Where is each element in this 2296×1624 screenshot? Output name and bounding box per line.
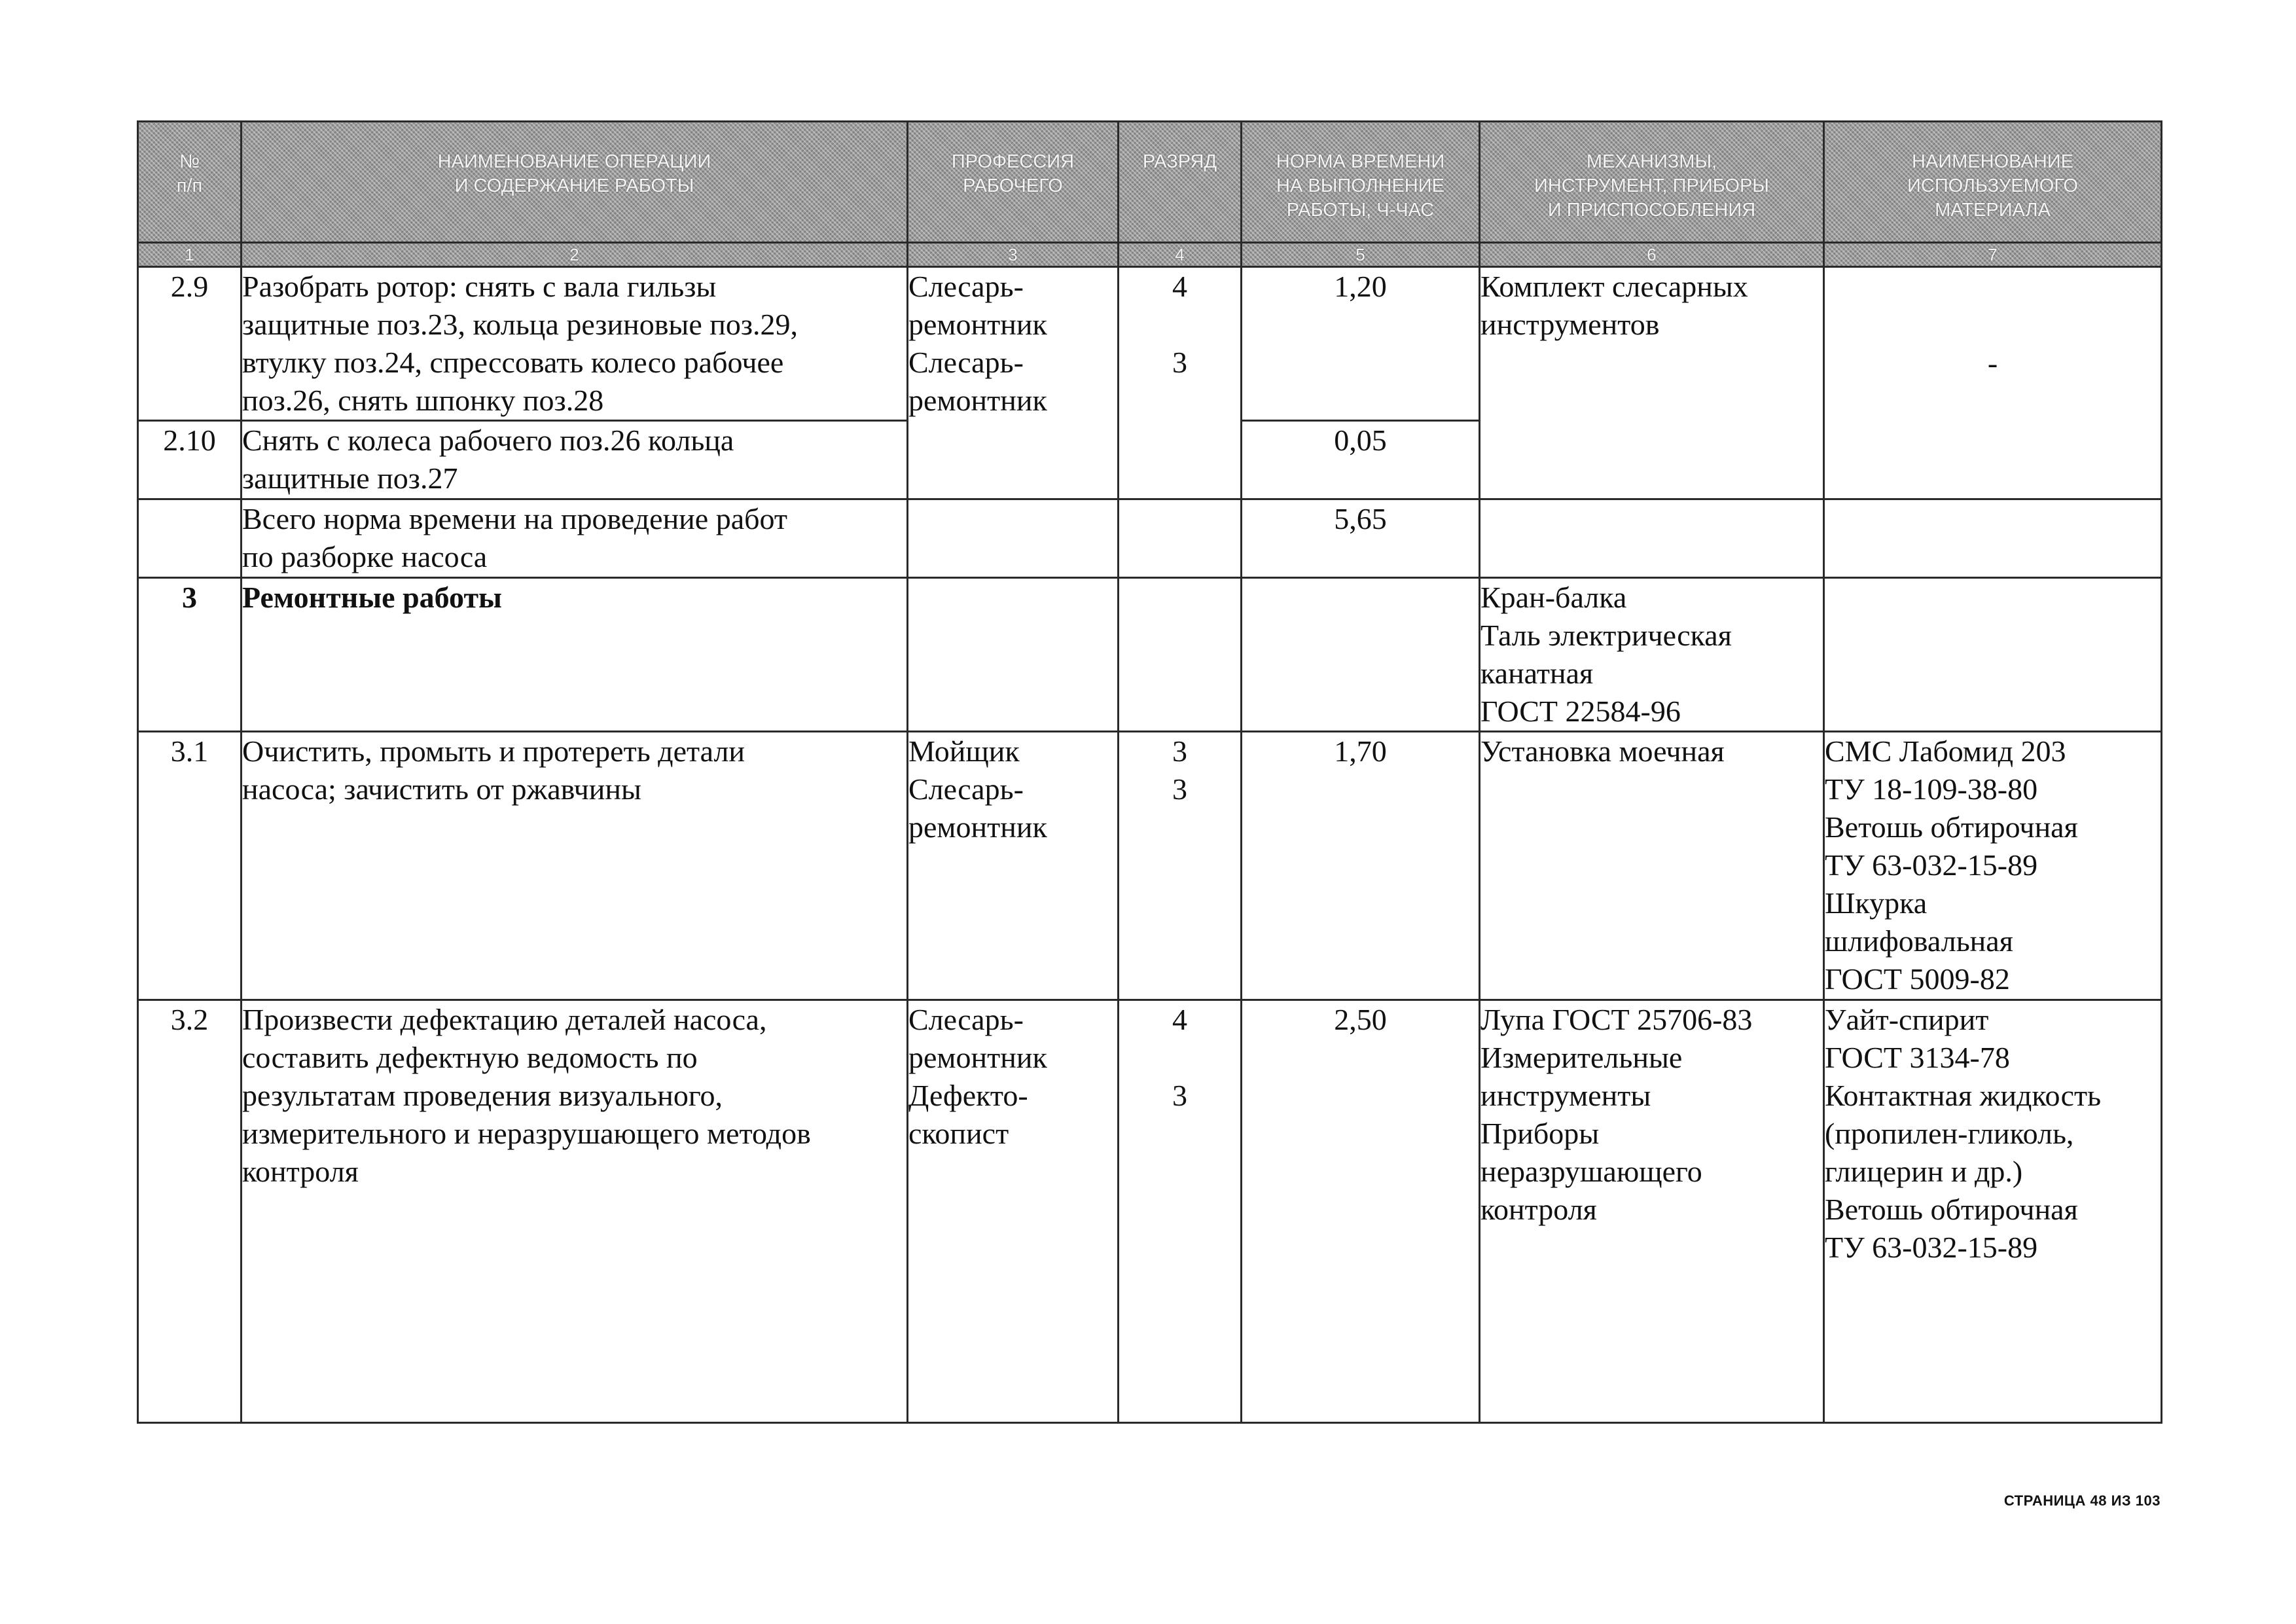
header-time-norm: НОРМА ВРЕМЕНИ НА ВЫПОЛНЕНИЕ РАБОТЫ, Ч-ЧАС [1242, 122, 1480, 243]
material: - [1824, 267, 2162, 499]
grade: 3 3 [1119, 732, 1242, 1000]
header-operation: НАИМЕНОВАНИЕ ОПЕРАЦИИ И СОДЕРЖАНИЕ РАБОТЫ [242, 122, 908, 243]
operation-text: Всего норма времени на проведение работ по разборке насоса [242, 499, 908, 578]
operation-text: Ремонтные работы [242, 578, 908, 732]
column-number: 1 [138, 243, 242, 267]
grade [1119, 499, 1242, 578]
header-material: НАИМЕНОВАНИЕ ИСПОЛЬЗУЕМОГО МАТЕРИАЛА [1824, 122, 2162, 243]
table-row [138, 732, 2162, 1000]
material [1824, 499, 2162, 578]
grade [1119, 578, 1242, 732]
column-number: 5 [1242, 243, 1480, 267]
column-number: 7 [1824, 243, 2162, 267]
material: Уайт-спирит ГОСТ 3134-78 Контактная жидкость (пропилен-гликоль, глицерин и др.) Ветошь обтирочная ТУ 63-032-15-89 [1824, 1000, 2162, 1423]
row-number: 2.9 [138, 267, 242, 421]
tools: Комплект слесарных инструментов [1480, 267, 1824, 499]
header-tools: МЕХАНИЗМЫ, ИНСТРУМЕНТ, ПРИБОРЫ И ПРИСПОСОБЛЕНИЯ [1480, 122, 1824, 243]
row-number [138, 499, 242, 578]
grade: 4 3 [1119, 267, 1242, 499]
row-number: 3 [138, 578, 242, 732]
row-number: 3.2 [138, 1000, 242, 1423]
time-norm: 0,05 [1242, 421, 1480, 499]
time-norm: 5,65 [1242, 499, 1480, 578]
operations-table [137, 120, 2162, 1424]
operation-text: Снять с колеса рабочего поз.26 кольца защитные поз.27 [242, 421, 908, 499]
profession [908, 499, 1119, 578]
time-norm: 1,20 [1242, 267, 1480, 421]
operation-text: Очистить, промыть и протереть детали насоса; зачистить от ржавчины [242, 732, 908, 1000]
table-row [138, 499, 2162, 578]
table-header-row [138, 122, 2162, 243]
header-grade: РАЗРЯД [1119, 122, 1242, 243]
tools: Кран-балка Таль электрическая канатная ГОСТ 22584-96 [1480, 578, 1824, 732]
column-number: 2 [242, 243, 908, 267]
time-norm [1242, 578, 1480, 732]
table-row [138, 1000, 2162, 1423]
column-number: 3 [908, 243, 1119, 267]
page-number: СТРАНИЦА 48 ИЗ 103 [2003, 1492, 2161, 1509]
column-number: 6 [1480, 243, 1824, 267]
tools: Установка моечная [1480, 732, 1824, 1000]
column-number: 4 [1119, 243, 1242, 267]
profession: Мойщик Слесарь- ремонтник [908, 732, 1119, 1000]
header-profession: ПРОФЕССИЯ РАБОЧЕГО [908, 122, 1119, 243]
profession: Слесарь- ремонтник Дефекто- скопист [908, 1000, 1119, 1423]
tools: Лупа ГОСТ 25706-83 Измерительные инструменты Приборы неразрушающего контроля [1480, 1000, 1824, 1423]
profession: Слесарь- ремонтник Слесарь- ремонтник [908, 267, 1119, 499]
operation-text: Разобрать ротор: снять с вала гильзы защитные поз.23, кольца резиновые поз.29, втулку поз.24, спрессовать колесо рабочее поз.26, снять шпонку поз.28 [242, 267, 908, 421]
header-number: № п/п [138, 122, 242, 243]
grade: 4 3 [1119, 1000, 1242, 1423]
tools [1480, 499, 1824, 578]
row-number: 3.1 [138, 732, 242, 1000]
table-row [138, 578, 2162, 732]
column-number-row [138, 243, 2162, 267]
table-row [138, 267, 2162, 421]
time-norm: 2,50 [1242, 1000, 1480, 1423]
time-norm: 1,70 [1242, 732, 1480, 1000]
operation-text: Произвести дефектацию деталей насоса, составить дефектную ведомость по результатам проведения визуального, измерительного и неразрушающего методов контроля [242, 1000, 908, 1423]
material [1824, 578, 2162, 732]
profession [908, 578, 1119, 732]
row-number: 2.10 [138, 421, 242, 499]
material: СМС Лабомид 203 ТУ 18-109-38-80 Ветошь обтирочная ТУ 63-032-15-89 Шкурка шлифовальная ГОСТ 5009-82 [1824, 732, 2162, 1000]
